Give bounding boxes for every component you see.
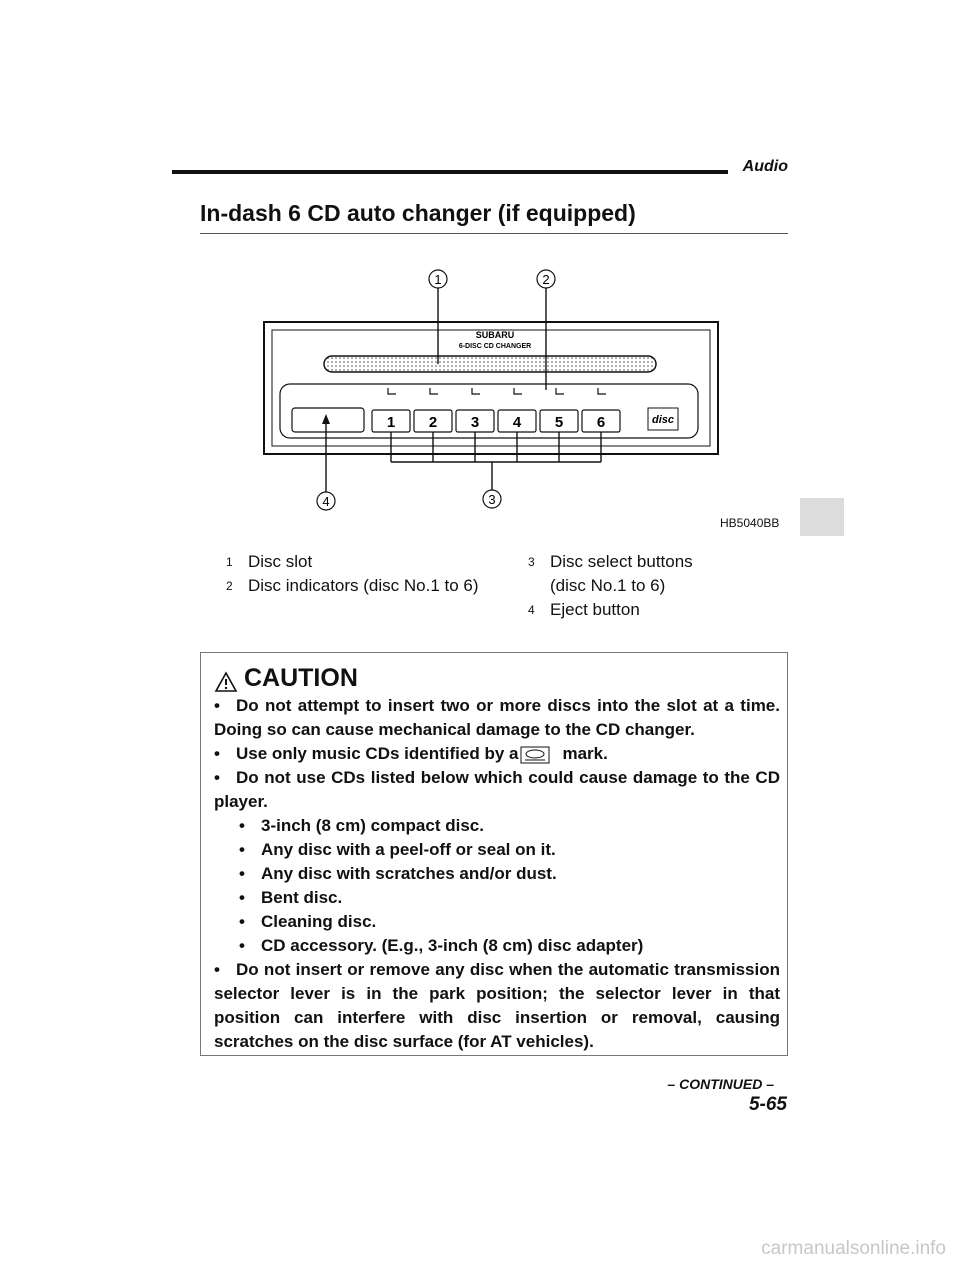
header-rule — [172, 170, 728, 174]
compact-disc-logo-icon — [520, 746, 550, 764]
disc-button-label: 4 — [512, 414, 522, 431]
cd-changer-illustration — [250, 260, 730, 520]
caution-sub-item: • Any disc with a peel-off or seal on it. — [239, 840, 556, 859]
watermark: carmanualsonline.info — [761, 1238, 946, 1259]
callout-label: 2 — [542, 272, 550, 287]
disc-slot — [324, 356, 656, 372]
section-label: Audio — [742, 158, 788, 175]
caution-sub-item: • Bent disc. — [239, 888, 343, 907]
brand-label: SUBARU — [475, 330, 515, 340]
bullet: • — [214, 696, 220, 715]
caution-title: CAUTION — [244, 664, 358, 692]
caution-paragraph: • Do not use CDs listed below which could cause damage to the CD player. — [214, 768, 780, 811]
legend-item — [528, 598, 693, 622]
caution-body — [214, 694, 780, 1054]
unit-label: 6-DISC CD CHANGER — [458, 343, 532, 350]
title-rule — [200, 233, 788, 234]
legend-item — [528, 574, 693, 598]
caution-paragraph: • Use only music CDs identified by a mark. — [214, 742, 780, 766]
disc-logo-text: disc — [651, 414, 675, 426]
legend-right — [528, 550, 693, 622]
disc-button-label: 2 — [428, 414, 438, 431]
callout-label: 1 — [434, 272, 442, 287]
caution-sub-item: • 3-inch (8 cm) compact disc. — [239, 816, 484, 835]
legend-item — [226, 550, 479, 574]
caution-sub-item: • Any disc with scratches and/or dust. — [239, 864, 557, 883]
chapter-tab — [800, 498, 844, 536]
caution-sub-item: • CD accessory. (E.g., 3-inch (8 cm) disc adapter) — [239, 936, 644, 955]
caution-paragraph: • Do not insert or remove any disc when the automatic transmission selector lever is in the park position; the selector lever in that position can interfere with disc insertion or removal, causing scratches on the disc surface (for AT vehicles). — [214, 960, 780, 1051]
page-number: 5-65 — [748, 1094, 787, 1115]
legend-text: Disc select buttons — [550, 552, 693, 571]
legend-text: Disc slot — [248, 552, 313, 571]
warning-triangle-icon — [214, 671, 238, 693]
legend-text: Eject button — [550, 600, 640, 619]
legend-number: 4 — [528, 603, 535, 617]
continued-label: – CONTINUED – — [667, 1076, 774, 1092]
disc-button-label: 6 — [596, 414, 606, 431]
legend-text: Disc indicators (disc No.1 to 6) — [248, 576, 479, 595]
legend-number: 3 — [528, 555, 535, 569]
caution-heading — [214, 664, 358, 693]
legend-number — [528, 574, 550, 598]
bullet: • — [214, 744, 220, 763]
legend-text: (disc No.1 to 6) — [550, 576, 666, 595]
legend-number: 1 — [226, 555, 233, 569]
legend-left — [226, 550, 479, 598]
callout-label: 4 — [322, 494, 330, 509]
callout-label: 3 — [488, 492, 496, 507]
legend-item — [528, 550, 693, 574]
disc-button-label: 3 — [470, 414, 480, 431]
disc-button-label: 1 — [386, 414, 396, 431]
legend-number: 2 — [226, 579, 233, 593]
bullet: • — [214, 960, 220, 979]
page-title: In-dash 6 CD auto changer (if equipped) — [200, 200, 636, 226]
legend-item — [226, 574, 479, 598]
figure-code: HB5040BB — [720, 516, 780, 530]
bullet: • — [214, 768, 220, 787]
caution-sub-item: • Cleaning disc. — [239, 912, 377, 931]
caution-paragraph: • Do not attempt to insert two or more discs into the slot at a time. Doing so can cause mechanical damage to the CD changer. — [214, 696, 780, 739]
disc-button-label: 5 — [554, 414, 564, 431]
